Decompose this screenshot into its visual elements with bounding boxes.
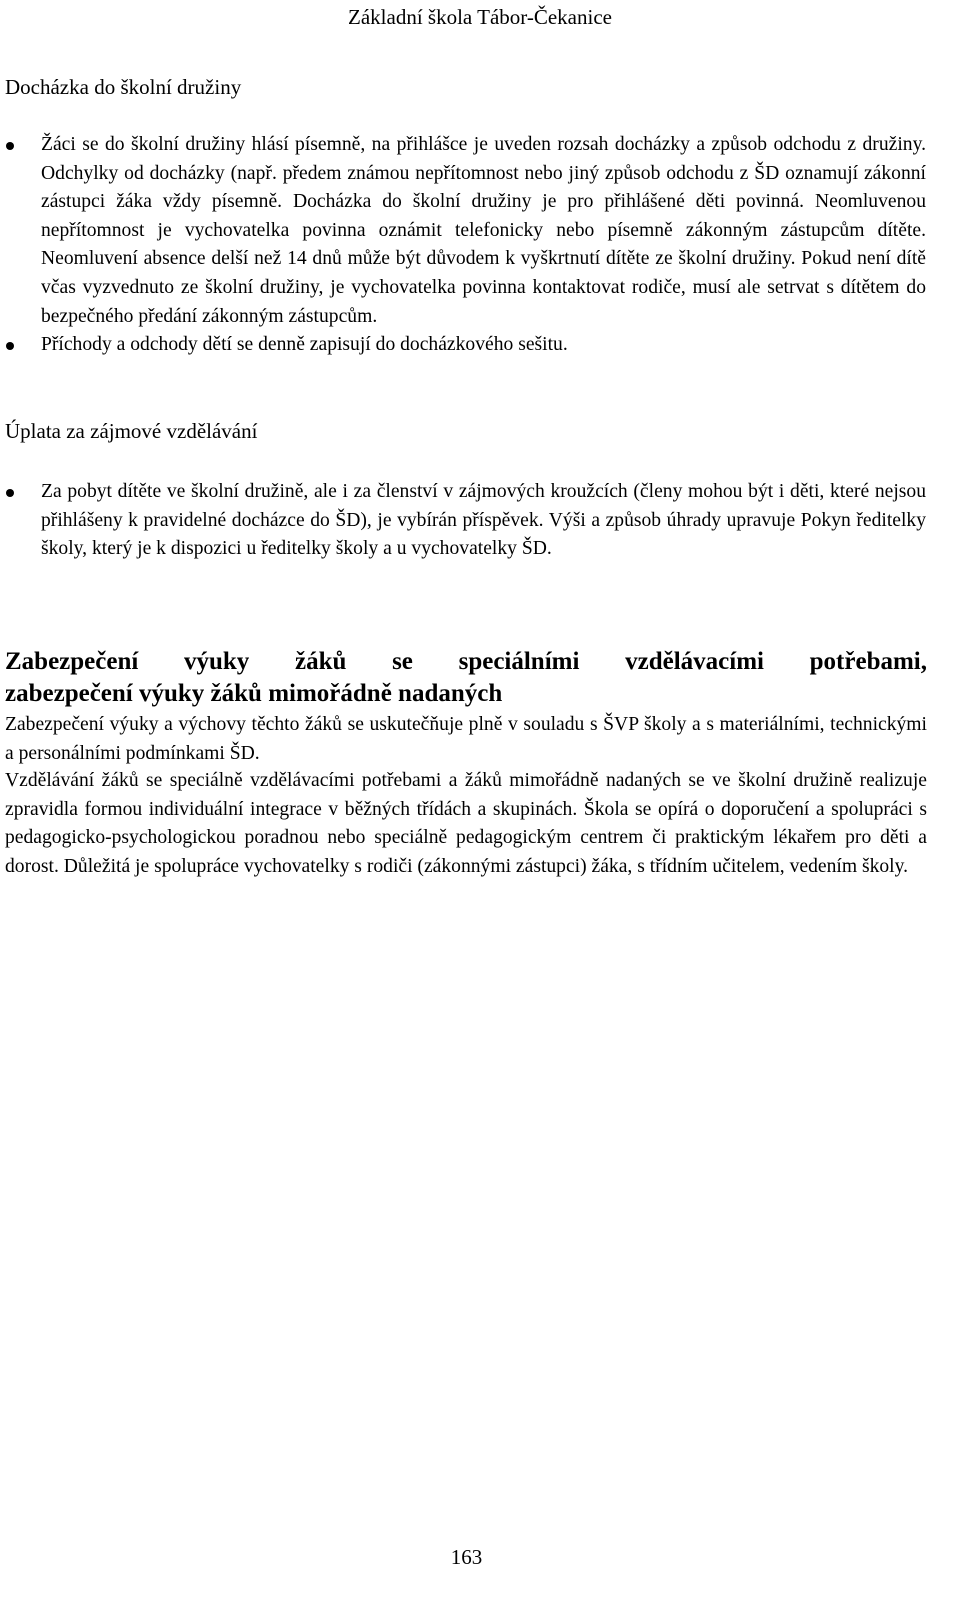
attendance-item-rules: [0, 131, 926, 331]
special-needs-heading-line2: zabezpečení výuky žáků mimořádně nadaných: [5, 680, 503, 707]
payment-list: [0, 478, 960, 564]
special-needs-heading-line1: Zabezpečení výuky žáků se speciálními vzdělávacími potřebami,: [5, 648, 927, 675]
special-needs-paragraph-1: Zabezpečení výuky a výchovy těchto žáků se uskutečňuje plně v souladu s ŠVP školy a s materiálními, technickými a personálními podmínkami ŠD.: [5, 714, 927, 764]
attendance-item-rules-text: Žáci se do školní družiny hlásí písemně, na přihlášce je uveden rozsah docházky a způsob odchodu z družiny. Odchylky od docházky (např. předem známou nepřítomnost nebo jiný způsob odchodu z ŠD oznamují zákonní zástupci žáka vždy písemně. Docházka do školní družiny je pro přihlášené děti povinná. Neomluvenou nepřítomnost je vychovatelka povinna oznámit telefonicky nebo písemně zákonným zástupcům dítěte. Neomluvení absence delší než 14 dnů může být důvodem k vyškrtnutí dítěte ze školní družiny. Pokud není dítě včas vyzvednuto ze školní družiny, je vychovatelka povinna kontaktovat rodiče, musí ale setrvat s dítětem do bezpečného předání zákonným zástupcům.: [41, 134, 926, 327]
attendance-item-record-text: Příchody a odchody dětí se denně zapisují do docházkového sešitu.: [41, 334, 568, 356]
attendance-list: [0, 131, 960, 360]
page-number: 163: [450, 1545, 483, 1569]
bullet-icon: [6, 489, 14, 497]
special-needs-heading: [5, 646, 927, 710]
page-header: Základní škola Tábor-Čekanice: [348, 5, 612, 29]
bullet-icon: [6, 142, 14, 150]
attendance-item-record: [0, 331, 926, 360]
payment-heading: Úplata za zájmové vzdělávání: [5, 419, 258, 443]
special-needs-paragraph-2: Vzdělávání žáků se speciálně vzdělávacími potřebami a žáků mimořádně nadaných se ve školní družině realizuje zpravidla formou individuální integrace v běžných třídách a skupinách. Škola se opírá o doporučení a spolupráci s pedagogicko-psychologickou poradnou nebo speciálně pedagogickým centrem či praktickým lékařem pro děti a dorost. Důležitá je spolupráce vychovatelky s rodiči (zákonnými zástupci) žáka, s třídním učitelem, vedením školy.: [5, 770, 927, 877]
payment-item-contribution: [0, 478, 926, 564]
attendance-heading: Docházka do školní družiny: [5, 75, 242, 99]
bullet-icon: [6, 342, 14, 350]
payment-item-contribution-text: Za pobyt dítěte ve školní družině, ale i za členství v zájmových kroužcích (členy mohou být i děti, které nejsou přihlášeny k pravidelné docházce do ŠD), je vybírán příspěvek. Výši a způsob úhrady upravuje Pokyn ředitelky školy, který je k dispozici u ředitelky školy a u vychovatelky ŠD.: [41, 481, 926, 560]
